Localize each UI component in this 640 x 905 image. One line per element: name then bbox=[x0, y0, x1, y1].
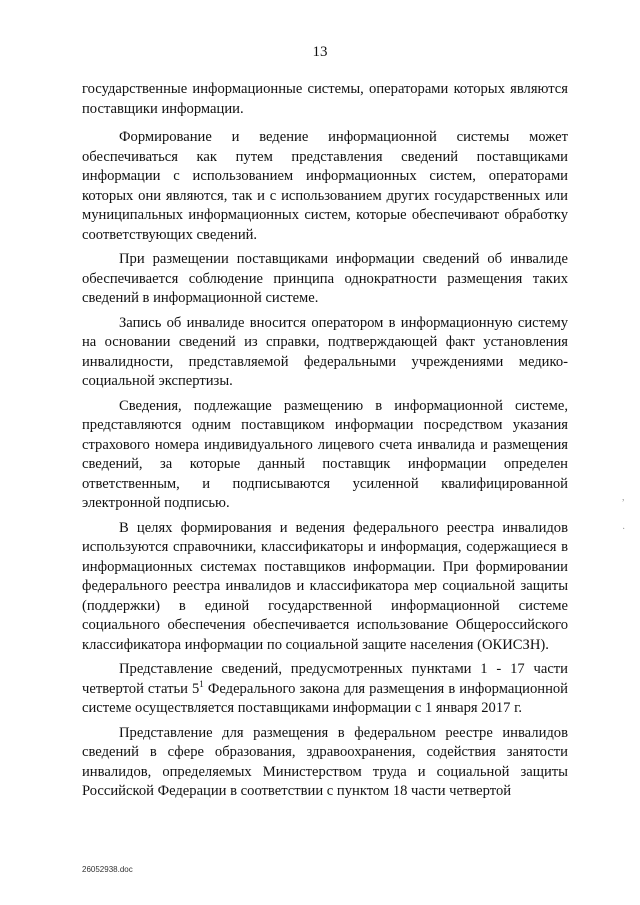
footer-file-name: 26052938.doc bbox=[82, 865, 133, 874]
paragraph-effective-date bbox=[82, 660, 568, 719]
paragraph-system-formation: Формирование и ведение информационной системы может обеспечиваться как путем представления сведений поставщиками информации с использованием информационных систем, операторами которых они являются, так и с использованием других государственных или муниципальных информационных систем, которые обеспечивают обработку соответствующих сведений. bbox=[82, 129, 568, 243]
article-superscript: 1 bbox=[199, 678, 204, 689]
paragraph-effective-date-before: Представление сведений, предусмотренных пунктами 1 - 17 части четвертой статьи 5 bbox=[82, 661, 568, 697]
paragraph-data-submission: Сведения, подлежащие размещению в информационной системе, представляются одним поставщиком информации посредством указания страхового номера индивидуального лицевого счета инвалида и размещения сведений, за которые данный поставщик информации определен ответственным, и подписываются усиленной квалифицированной электронной подписью. bbox=[82, 397, 568, 511]
paragraph-sector-data: Представление для размещения в федеральном реестре инвалидов сведений в сфере образования, здравоохранения, содействия занятости инвалидов, определяемых Министерством труда и социальной защиты Российской Федерации в соответствии с пунктом 18 части четвертой bbox=[82, 724, 568, 799]
margin-scan-mark: , bbox=[622, 492, 625, 503]
paragraph-continuation: государственные информационные системы, операторами которых являются поставщики информации. bbox=[82, 81, 568, 117]
margin-scan-mark: · bbox=[622, 524, 626, 535]
paragraph-record-entry: Запись об инвалиде вносится оператором в информационную систему на основании сведений из справки, подтверждающей факт установления инвалидности, представляемой федеральными учреждениями медико-социальной экспертизы. bbox=[82, 314, 568, 389]
paragraph-classifiers: В целях формирования и ведения федерального реестра инвалидов используются справочники, классификаторы и информация, содержащиеся в информационных системах поставщиков информации. При формировании федерального реестра инвалидов и классификатора мер социальной защиты (поддержки) в единой государственной информационной системе социального обеспечения обеспечивается использование Общероссийского классификатора информации по социальной защите населения (ОКИСЗН). bbox=[82, 519, 568, 653]
paragraph-single-placement: При размещении поставщиками информации сведений об инвалиде обеспечивается соблюдение принципа однократности размещения таких сведений в информационной системе. bbox=[82, 251, 568, 306]
paragraph-effective-date-after: Федерального закона для размещения в информационной системе осуществляется поставщиками информации с 1 января 2017 г. bbox=[82, 680, 568, 716]
document-body bbox=[82, 80, 568, 807]
page-number: 13 bbox=[312, 44, 328, 60]
